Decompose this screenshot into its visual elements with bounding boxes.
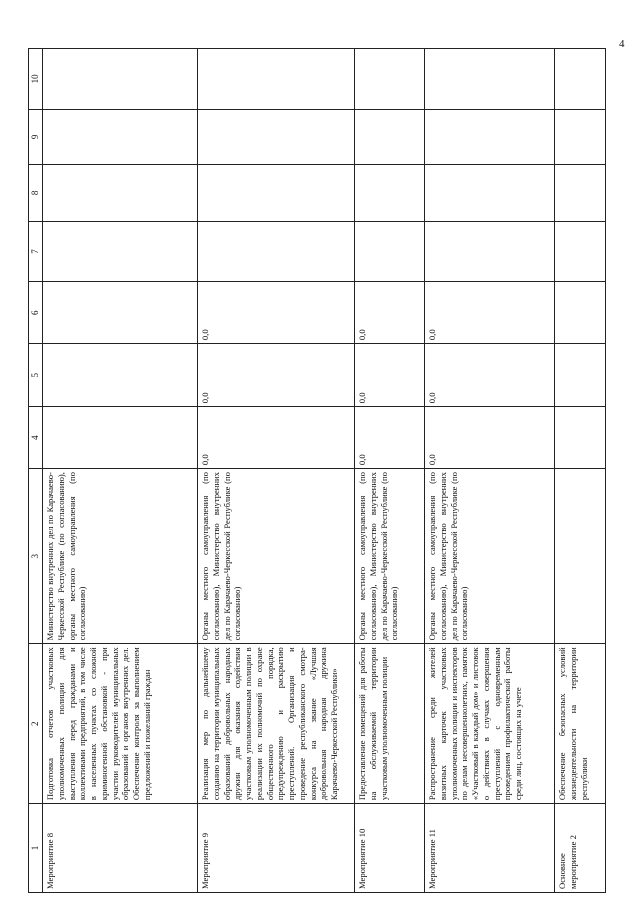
measure-description: Реализация мер по дальнейшему созданию на территории муниципальных образований добровольных народных дружин для оказания содействия участковым уполномоченным полиции в реализации их полномочий по охране общественного порядка, предупреждению и раскрытию преступлений. Организация и проведение республиканского смотра-конкурса на звание «Лучшая добровольная народная дружина Карачаево-Черкесской Республики» [198,644,355,804]
measure-executor [555,469,606,644]
header-cell-4: 4 [29,407,43,469]
value-cell-8 [355,165,425,222]
value-cell-9 [43,109,198,164]
value-cell-5 [555,344,606,407]
measure-executor: Министерство внутренних дел по Карачаево-Черкесской Республике (по согласованию), органы местного самоуправления (по согласованию) [43,469,198,644]
table-row [355,49,425,893]
measure-executor: Органы местного самоуправления (по согласованию), Министерство внутренних дел по Карачаево-Черкесской Республике (по согласованию) [355,469,425,644]
value-cell-9 [425,109,555,164]
value-cell-7 [198,221,355,282]
value-cell-6: 0,0 [425,282,555,344]
rotated-table-container [28,48,606,893]
value-cell-6 [555,282,606,344]
value-cell-8 [425,165,555,222]
value-cell-8 [43,165,198,222]
header-cell-9: 9 [29,109,43,164]
value-cell-4: 0,0 [425,407,555,469]
page-number: 4 [619,38,625,50]
measure-description: Подготовка отчетов участковых уполномоченных полиции для выступления перед гражданами и коллективами предприятий, в том числе в населенных пунктах со сложной криминогенной обстановкой - при участии руководителей муниципальных образований и органов внутренних дел. Обеспечение контроля за выполнением предложений и пожеланий граждан [43,644,198,804]
program-measures-table [28,48,606,893]
measure-label: Мероприятие 9 [198,804,355,893]
value-cell-6: 0,0 [355,282,425,344]
value-cell-7 [425,221,555,282]
value-cell-6 [43,282,198,344]
value-cell-5: 0,0 [198,344,355,407]
value-cell-7 [555,221,606,282]
value-cell-4: 0,0 [198,407,355,469]
measure-executor: Органы местного самоуправления (по согласованию), Министерство внутренних дел по Карачаево-Черкесской Республике (по согласованию) [198,469,355,644]
measure-description: Обеспечение безопасных условий жизнедеятельности на территории республики [555,644,606,804]
value-cell-7 [43,221,198,282]
value-cell-4 [43,407,198,469]
measure-label: Мероприятие 10 [355,804,425,893]
table-row [425,49,555,893]
value-cell-8 [555,165,606,222]
header-cell-8: 8 [29,165,43,222]
header-cell-2: 2 [29,644,43,804]
value-cell-9 [555,109,606,164]
table-header-row [29,49,43,893]
value-cell-9 [355,109,425,164]
value-cell-9 [198,109,355,164]
value-cell-10 [355,49,425,110]
value-cell-7 [355,221,425,282]
value-cell-5: 0,0 [425,344,555,407]
value-cell-8 [198,165,355,222]
header-cell-6: 6 [29,282,43,344]
value-cell-10 [198,49,355,110]
header-cell-10: 10 [29,49,43,110]
value-cell-10 [425,49,555,110]
value-cell-10 [555,49,606,110]
header-cell-7: 7 [29,221,43,282]
header-cell-5: 5 [29,344,43,407]
value-cell-10 [43,49,198,110]
table-row [43,49,198,893]
measure-description: Распространение среди жителей визитных карточек участковых уполномоченных полиции и инспекторов по делам несовершеннолетних, памяток «Участковый в каждый дом» и листовок о действиях в случаях совершения преступлений с одновременным проведением профилактической работы среди лиц, состоящих на учете [425,644,555,804]
measure-label: Мероприятие 8 [43,804,198,893]
header-cell-1: 1 [29,804,43,893]
table-row [555,49,606,893]
header-cell-3: 3 [29,469,43,644]
value-cell-4: 0,0 [355,407,425,469]
measure-label: Основное мероприятие 2 [555,804,606,893]
measure-label: Мероприятие 11 [425,804,555,893]
measure-description: Предоставление помещений для работы на обслуживаемой территории участковым уполномоченным полиции [355,644,425,804]
value-cell-5 [43,344,198,407]
table-row [198,49,355,893]
measure-executor: Органы местного самоуправления (по согласованию), Министерство внутренних дел по Карачаево-Черкесской Республике (по согласованию) [425,469,555,644]
value-cell-5: 0,0 [355,344,425,407]
value-cell-4 [555,407,606,469]
value-cell-6: 0,0 [198,282,355,344]
